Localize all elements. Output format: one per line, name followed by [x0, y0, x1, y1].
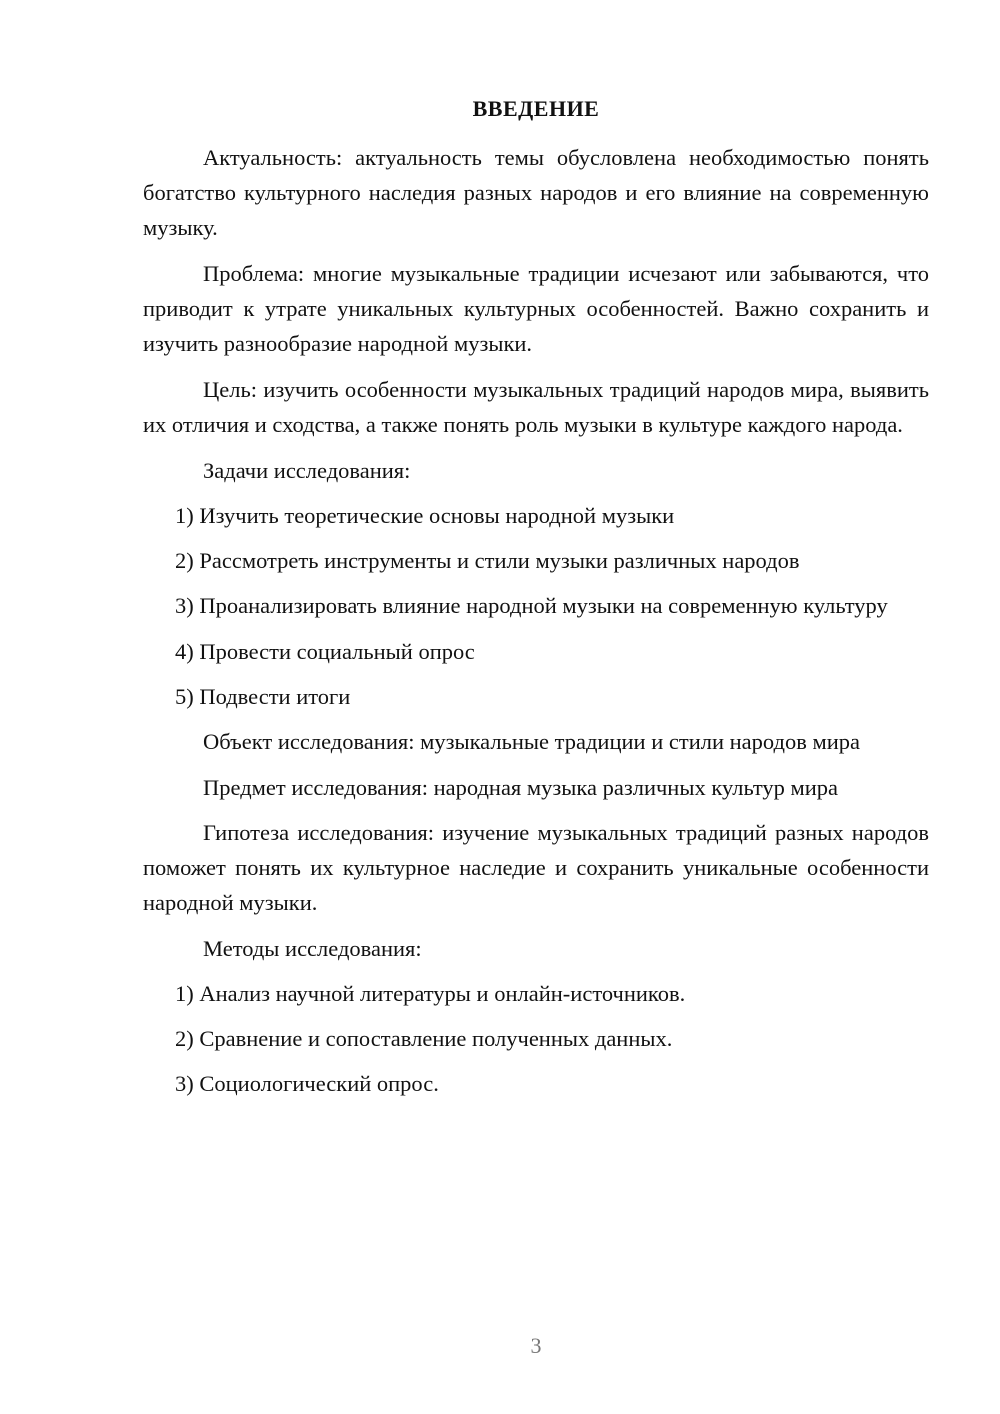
- document-title: ВВЕДЕНИЕ: [472, 96, 600, 121]
- task-item-3: 3) Проанализировать влияние народной музыки на современную культуру: [175, 593, 888, 618]
- paragraph-problem: Проблема: многие музыкальные традиции исчезают или забываются, что приводит к утрате уникальных культурных особенностей. Важно сохранить и изучить разнообразие народной музыки.: [143, 261, 929, 356]
- task-item-5: 5) Подвести итоги: [175, 684, 351, 709]
- method-item-2: 2) Сравнение и сопоставление полученных данных.: [175, 1026, 673, 1051]
- method-item-1: 1) Анализ научной литературы и онлайн-источников.: [175, 981, 686, 1006]
- task-item-4: 4) Провести социальный опрос: [175, 639, 475, 664]
- paragraph-methods-heading: Методы исследования:: [203, 936, 422, 961]
- paragraph-relevance: Актуальность: актуальность темы обусловлена необходимостью понять богатство культурного наследия разных народов и его влияние на современную музыку.: [143, 145, 929, 240]
- task-item-1: 1) Изучить теоретические основы народной музыки: [175, 503, 675, 528]
- paragraph-hypothesis: Гипотеза исследования: изучение музыкальных традиций разных народов поможет понять их культурное наследие и сохранить уникальные особенности народной музыки.: [143, 820, 929, 915]
- method-item-3: 3) Социологический опрос.: [175, 1071, 439, 1096]
- document-body: [143, 140, 929, 1111]
- page-number: 3: [530, 1333, 542, 1358]
- paragraph-tasks-heading: Задачи исследования:: [203, 458, 411, 483]
- paragraph-subject: Предмет исследования: народная музыка различных культур мира: [203, 775, 839, 800]
- paragraph-goal: Цель: изучить особенности музыкальных традиций народов мира, выявить их отличия и сходства, а также понять роль музыки в культуре каждого народа.: [143, 377, 929, 437]
- task-item-2: 2) Рассмотреть инструменты и стили музыки различных народов: [175, 548, 800, 573]
- paragraph-object: Объект исследования: музыкальные традиции и стили народов мира: [203, 729, 860, 754]
